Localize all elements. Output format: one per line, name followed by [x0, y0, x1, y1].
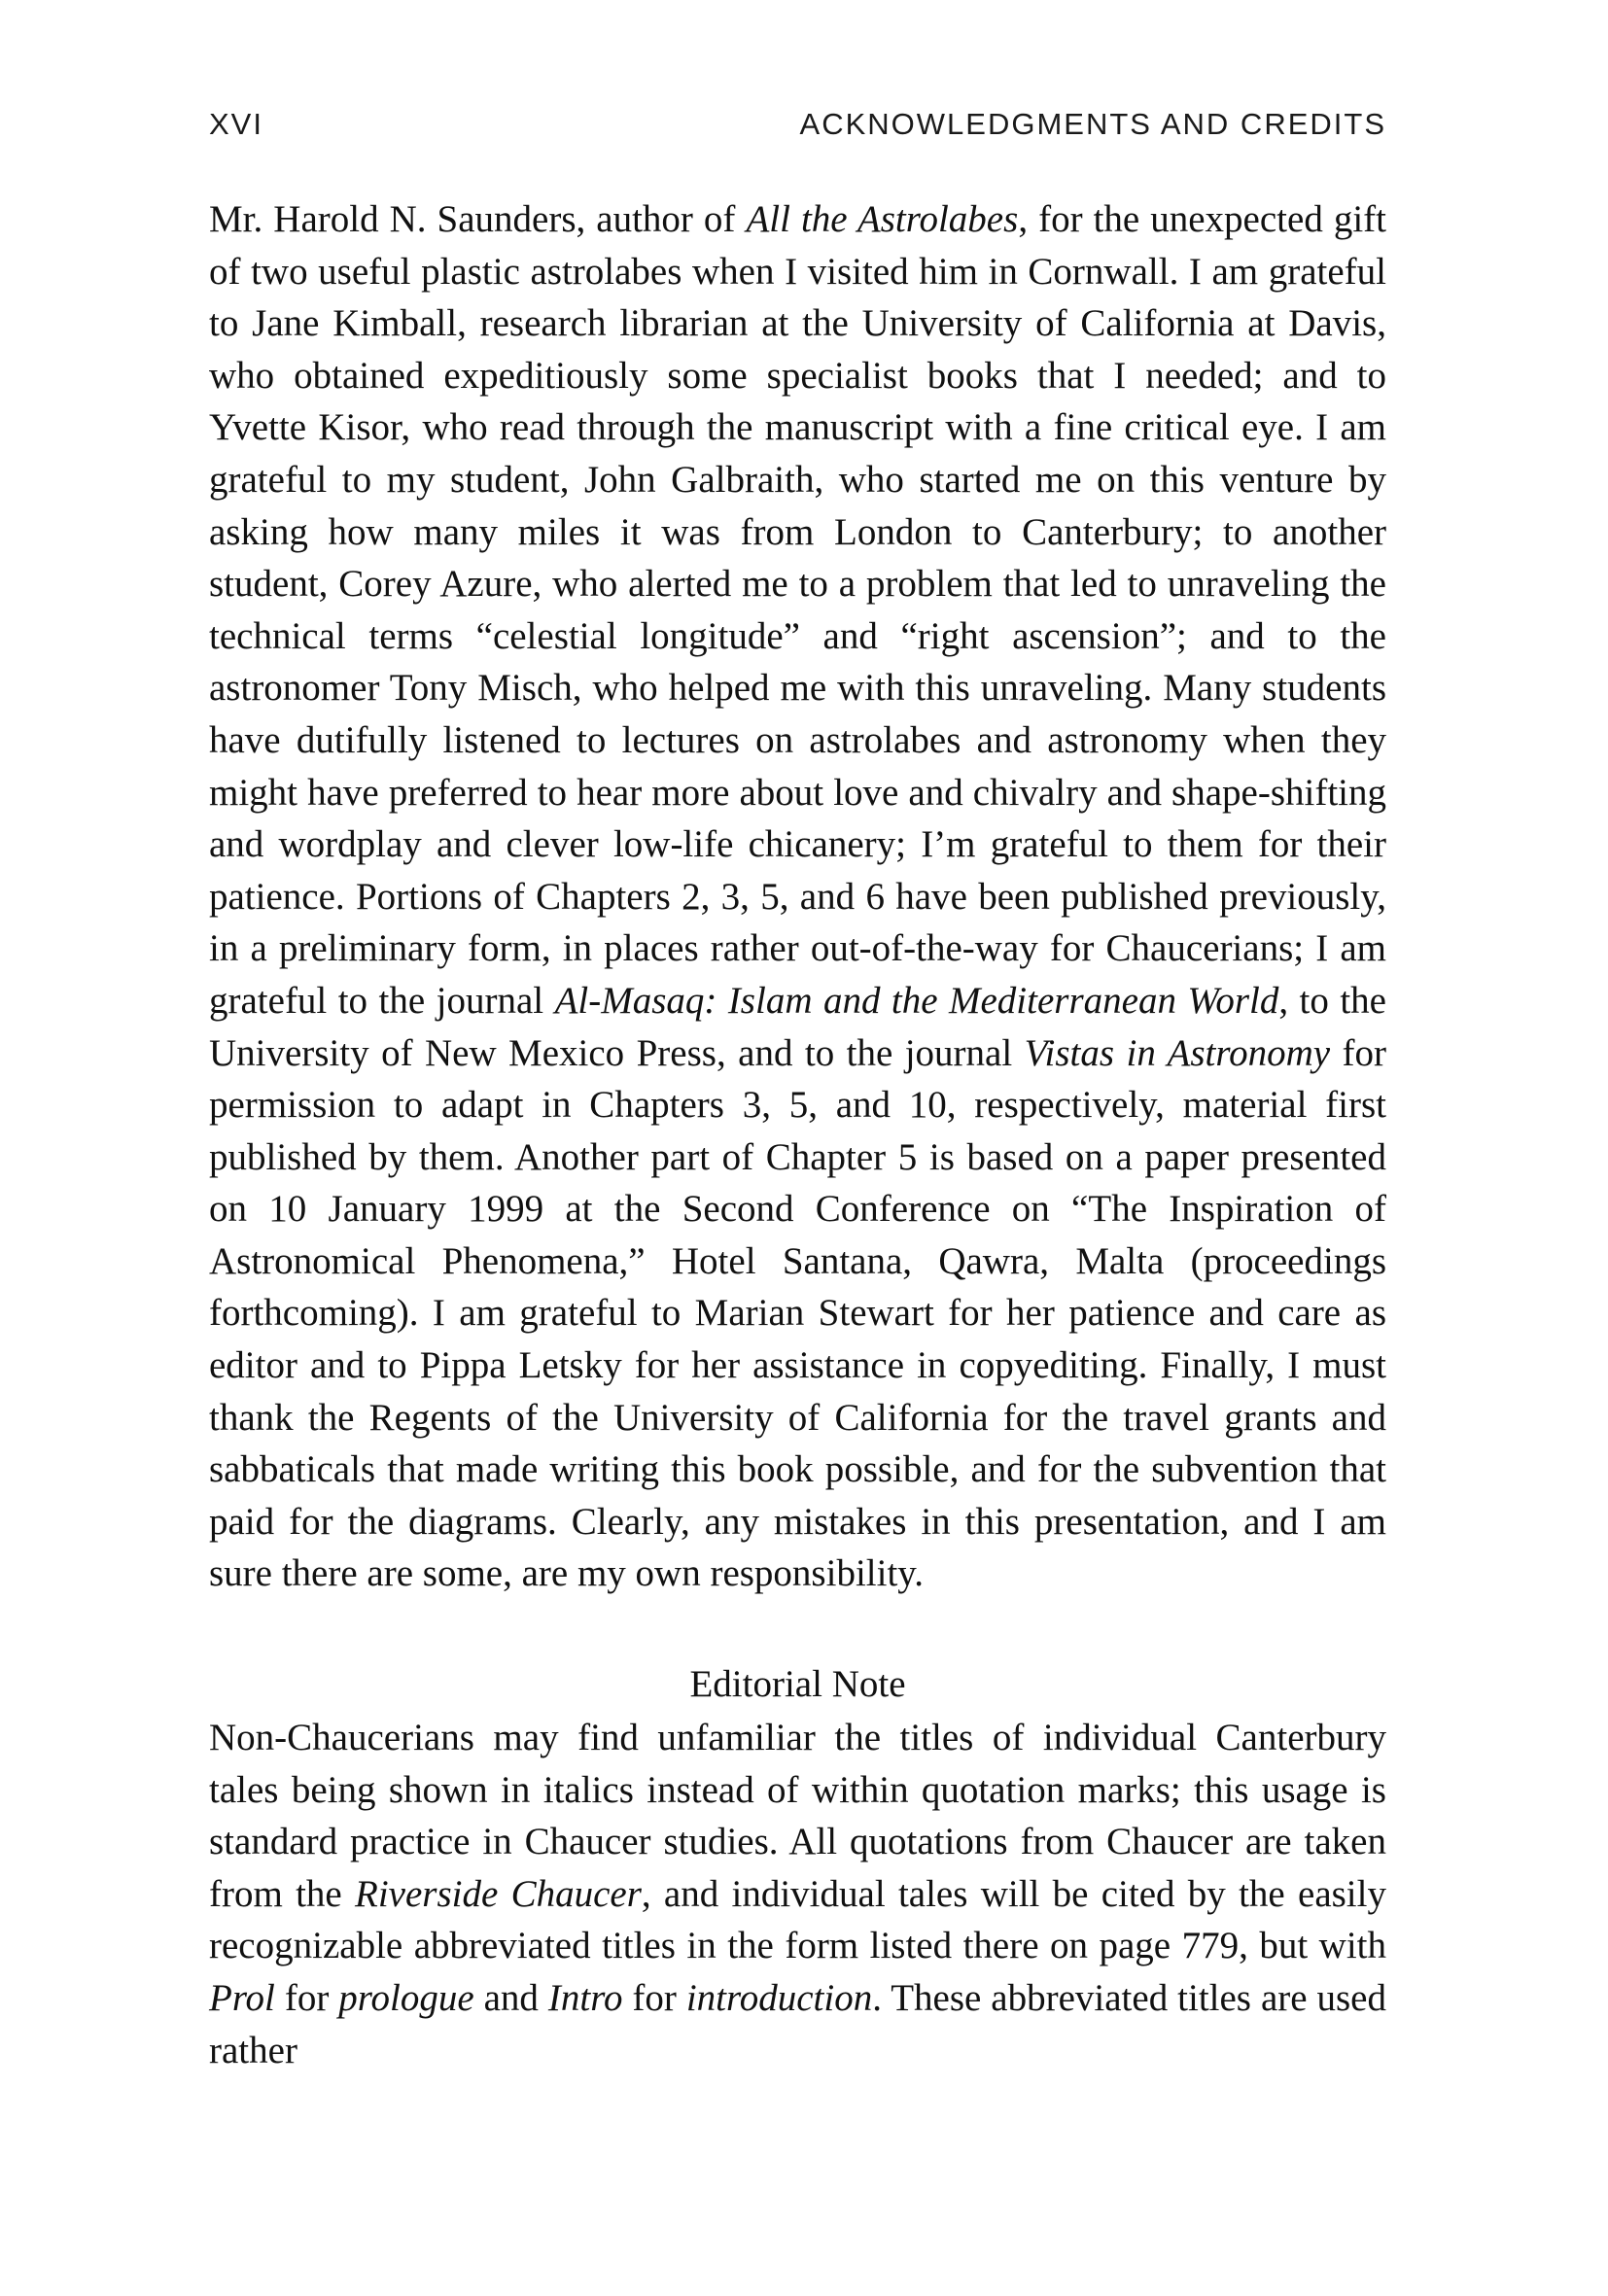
section-title: ACKNOWLEDGMENTS AND CREDITS: [799, 107, 1386, 141]
abbreviation-italic: Prol: [209, 1976, 275, 2019]
text-run: , and individual tales will be cited by the easily recognizable abbreviated titles in the form listed there on page 779, but with: [209, 1872, 1386, 1967]
term-italic: prologue: [338, 1976, 474, 2019]
page-number: XVI: [209, 107, 263, 141]
editorial-note-paragraph: [209, 1712, 1386, 2076]
acknowledgments-body: [209, 193, 1386, 1600]
text-run: for: [274, 1976, 339, 2019]
text-run: , for the unexpected gift of two useful plastic astrolabes when I visited him in Cornwall. I am grateful to Jane Kimball, research librarian at the University of California at Davis, who obtained expeditiously some specialist books that I needed; and to Yvette Kisor, who read through the manuscript with a fine critical eye. I am grateful to my student, John Galbraith, who started me on this venture by asking how many miles it was from London to Canterbury; to another student, Corey Azure, who alerted me to a problem that led to unraveling the technical terms “celestial longitude” and “right ascension”; and to the astronomer Tony Misch, who helped me with this unraveling. Many students have dutifully listened to lectures on astrolabes and astronomy when they might have preferred to hear more about love and chivalry and shape-shifting and wordplay and clever low-life chicanery; I’m grateful to them for their patience. Portions of Chapters 2, 3, 5, and 6 have been published previously, in a preliminary form, in places rather out-of-the-way for Chaucerians; I am grateful to the journal: [209, 198, 1386, 1022]
acknowledgments-paragraph: [209, 193, 1386, 1600]
editorial-note-heading: Editorial Note: [689, 1663, 906, 1705]
text-run: , to the University of New Mexico Press, and to the journal: [209, 979, 1386, 1074]
book-title-italic: All the Astrolabes: [746, 198, 1019, 240]
abbreviation-italic: Intro: [547, 1976, 623, 2019]
text-run: and: [473, 1976, 548, 2019]
journal-title-italic: Al-Masaq: Islam and the Mediterranean World: [554, 979, 1279, 1022]
text-run: . These abbreviated titles are used rather: [209, 1976, 1386, 2071]
editorial-note-body: [209, 1712, 1386, 2076]
text-run: for permission to adapt in Chapters 3, 5, and 10, respectively, material first published by them. Another part of Chapter 5 is based on a paper presented on 10 January 1999 at the Second Conference on “The Inspiration of Astronomical Phenomena,” Hotel Santana, Qawra, Malta (proceedings forthcoming). I am grateful to Marian Stewart for her patience and care as editor and to Pippa Letsky for her assistance in copyediting. Finally, I must thank the Regents of the University of California for the travel grants and sabbaticals that made writing this book possible, and for the subvention that paid for the diagrams. Clearly, any mistakes in this presentation, and I am sure there are some, are my own responsibility.: [209, 1031, 1386, 1595]
text-run: Mr. Harold N. Saunders, author of: [209, 198, 747, 240]
journal-title-italic: Vistas in Astronomy: [1024, 1031, 1331, 1074]
term-italic: introduction: [685, 1976, 873, 2019]
running-head: [209, 107, 1386, 146]
text-run: Non-Chaucerians may find unfamiliar the titles of individual Canterbury tales being shown in italics instead of within quotation marks; this usage is standard practice in Chaucer studies. All quotations from Chaucer are taken from the: [209, 1717, 1386, 1915]
book-title-italic: Riverside Chaucer: [355, 1872, 642, 1915]
text-run: for: [622, 1976, 686, 2019]
